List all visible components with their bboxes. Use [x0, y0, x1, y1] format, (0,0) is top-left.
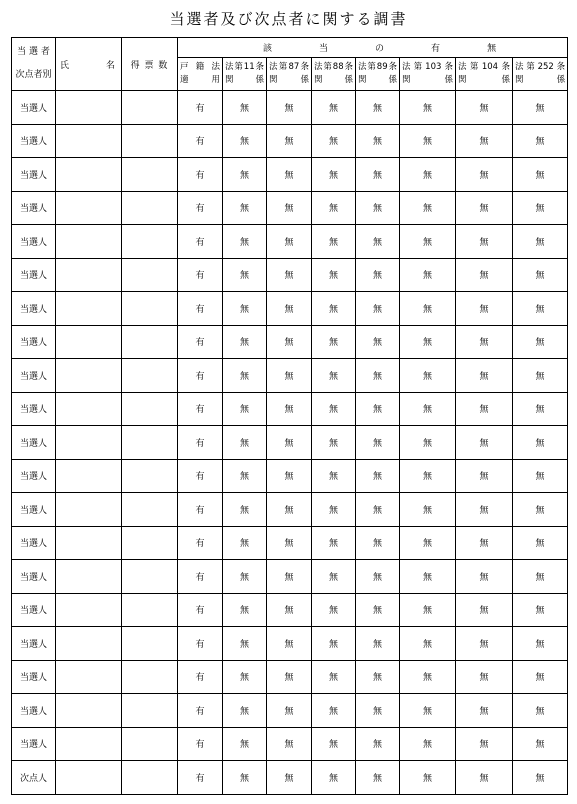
row-mark-cell: 無	[267, 91, 312, 125]
row-mark-cell: 無	[267, 292, 312, 326]
row-mark-cell: 無	[223, 359, 267, 393]
sub-column-header	[312, 58, 356, 91]
row-mark-cell: 無	[267, 158, 312, 192]
table-body	[12, 91, 568, 795]
row-mark-cell: 無	[312, 593, 356, 627]
row-mark-cell: 有	[178, 526, 223, 560]
row-mark-cell: 無	[513, 225, 568, 259]
row-mark-cell: 無	[456, 392, 513, 426]
row-votes-cell[interactable]	[122, 660, 178, 694]
table-row	[12, 459, 568, 493]
row-mark-cell: 無	[312, 660, 356, 694]
row-mark-cell: 無	[400, 325, 456, 359]
row-mark-cell: 無	[267, 124, 312, 158]
row-votes-cell[interactable]	[122, 727, 178, 761]
sub-column-header	[178, 58, 223, 91]
row-mark-cell: 無	[223, 694, 267, 728]
name-header-a: 氏	[60, 60, 70, 71]
row-type-cell: 当選人	[12, 593, 56, 627]
row-mark-cell: 無	[400, 158, 456, 192]
row-mark-cell: 無	[267, 459, 312, 493]
row-type-cell: 当選人	[12, 727, 56, 761]
row-mark-cell: 無	[400, 627, 456, 661]
row-mark-cell: 無	[456, 493, 513, 527]
row-mark-cell: 無	[513, 660, 568, 694]
row-mark-cell: 有	[178, 560, 223, 594]
row-mark-cell: 無	[400, 660, 456, 694]
row-votes-cell[interactable]	[122, 91, 178, 125]
row-mark-cell: 無	[312, 91, 356, 125]
table-row	[12, 359, 568, 393]
row-name-cell[interactable]	[56, 560, 122, 594]
row-votes-cell[interactable]	[122, 191, 178, 225]
row-type-cell: 当選人	[12, 258, 56, 292]
table-header	[12, 38, 568, 91]
row-type-cell: 当選人	[12, 660, 56, 694]
row-mark-cell: 無	[267, 660, 312, 694]
row-mark-cell: 無	[513, 191, 568, 225]
row-mark-cell: 無	[267, 258, 312, 292]
row-mark-cell: 無	[456, 660, 513, 694]
row-mark-cell: 無	[223, 526, 267, 560]
row-votes-cell[interactable]	[122, 426, 178, 460]
row-mark-cell: 無	[312, 258, 356, 292]
row-mark-cell: 無	[267, 191, 312, 225]
row-mark-cell: 無	[400, 459, 456, 493]
row-mark-cell: 無	[223, 660, 267, 694]
row-votes-cell[interactable]	[122, 392, 178, 426]
row-mark-cell: 無	[312, 761, 356, 795]
row-type-cell: 当選人	[12, 325, 56, 359]
row-mark-cell: 有	[178, 627, 223, 661]
row-mark-cell: 無	[513, 761, 568, 795]
row-name-cell[interactable]	[56, 225, 122, 259]
row-mark-cell: 無	[356, 493, 400, 527]
row-mark-cell: 無	[267, 359, 312, 393]
row-mark-cell: 無	[312, 359, 356, 393]
row-mark-cell: 無	[356, 526, 400, 560]
table-row	[12, 292, 568, 326]
row-mark-cell: 有	[178, 593, 223, 627]
row-mark-cell: 無	[400, 359, 456, 393]
sub-column-header	[513, 58, 568, 91]
applicability-char: 該	[263, 44, 274, 54]
row-mark-cell: 無	[400, 191, 456, 225]
applicability-char: 無	[487, 44, 498, 54]
row-type-cell: 当選人	[12, 560, 56, 594]
row-mark-cell: 無	[456, 225, 513, 259]
table-row	[12, 225, 568, 259]
row-mark-cell: 無	[356, 225, 400, 259]
row-mark-cell: 無	[312, 493, 356, 527]
row-mark-cell: 無	[356, 124, 400, 158]
sub-column-line2: 関 係	[458, 75, 510, 85]
table-row	[12, 258, 568, 292]
row-mark-cell: 無	[312, 459, 356, 493]
row-mark-cell: 無	[267, 761, 312, 795]
row-mark-cell: 無	[312, 325, 356, 359]
row-mark-cell: 有	[178, 258, 223, 292]
applicability-char: 当	[319, 44, 330, 54]
row-mark-cell: 無	[513, 593, 568, 627]
sub-column-line1: 戸 籍 法	[180, 62, 220, 72]
row-name-cell[interactable]	[56, 727, 122, 761]
sub-column-line1: 法第104条	[458, 62, 510, 72]
row-mark-cell: 無	[312, 225, 356, 259]
row-mark-cell: 有	[178, 459, 223, 493]
row-name-cell[interactable]	[56, 191, 122, 225]
row-mark-cell: 無	[223, 91, 267, 125]
row-mark-cell: 無	[223, 560, 267, 594]
row-mark-cell: 無	[456, 761, 513, 795]
row-type-cell: 当選人	[12, 225, 56, 259]
row-mark-cell: 無	[513, 292, 568, 326]
sub-column-line2: 関 係	[314, 75, 353, 85]
type-header-top: 当 選 者	[17, 47, 50, 57]
row-mark-cell: 無	[400, 426, 456, 460]
row-mark-cell: 無	[267, 392, 312, 426]
row-mark-cell: 有	[178, 694, 223, 728]
row-mark-cell: 無	[513, 493, 568, 527]
sub-column-line2: 関 係	[269, 75, 309, 85]
row-mark-cell: 有	[178, 493, 223, 527]
row-mark-cell: 無	[456, 459, 513, 493]
row-mark-cell: 無	[513, 694, 568, 728]
row-mark-cell: 無	[400, 292, 456, 326]
row-mark-cell: 無	[456, 91, 513, 125]
sub-column-line1: 法第87条	[269, 62, 309, 72]
row-mark-cell: 有	[178, 426, 223, 460]
row-mark-cell: 無	[356, 727, 400, 761]
row-name-cell[interactable]	[56, 526, 122, 560]
row-name-cell[interactable]	[56, 627, 122, 661]
table-row	[12, 660, 568, 694]
row-mark-cell: 無	[400, 392, 456, 426]
row-mark-cell: 無	[400, 91, 456, 125]
sub-column-header	[356, 58, 400, 91]
row-mark-cell: 有	[178, 325, 223, 359]
row-mark-cell: 無	[513, 258, 568, 292]
table-row	[12, 593, 568, 627]
row-mark-cell: 無	[513, 459, 568, 493]
row-name-cell[interactable]	[56, 292, 122, 326]
row-mark-cell: 無	[312, 627, 356, 661]
row-mark-cell: 無	[456, 325, 513, 359]
row-mark-cell: 無	[456, 727, 513, 761]
row-mark-cell: 無	[400, 593, 456, 627]
row-mark-cell: 無	[456, 526, 513, 560]
row-mark-cell: 無	[267, 225, 312, 259]
sub-column-header	[223, 58, 267, 91]
row-votes-cell[interactable]	[122, 526, 178, 560]
row-mark-cell: 無	[400, 727, 456, 761]
type-header	[12, 38, 56, 91]
row-mark-cell: 無	[513, 627, 568, 661]
row-mark-cell: 無	[456, 593, 513, 627]
votes-header: 得 票 数	[122, 38, 178, 91]
row-name-cell[interactable]	[56, 660, 122, 694]
row-type-cell: 当選人	[12, 124, 56, 158]
table-row	[12, 694, 568, 728]
row-mark-cell: 無	[223, 191, 267, 225]
row-mark-cell: 有	[178, 392, 223, 426]
row-mark-cell: 無	[312, 191, 356, 225]
row-votes-cell[interactable]	[122, 493, 178, 527]
row-mark-cell: 無	[223, 627, 267, 661]
row-mark-cell: 無	[223, 426, 267, 460]
row-name-cell[interactable]	[56, 258, 122, 292]
row-votes-cell[interactable]	[122, 459, 178, 493]
row-mark-cell: 無	[356, 158, 400, 192]
row-mark-cell: 無	[456, 560, 513, 594]
row-mark-cell: 無	[267, 526, 312, 560]
table-row	[12, 560, 568, 594]
table-row	[12, 727, 568, 761]
row-mark-cell: 無	[356, 426, 400, 460]
row-name-cell[interactable]	[56, 459, 122, 493]
row-mark-cell: 無	[223, 158, 267, 192]
table-row	[12, 761, 568, 795]
row-type-cell: 当選人	[12, 359, 56, 393]
row-mark-cell: 無	[267, 325, 312, 359]
row-mark-cell: 無	[356, 560, 400, 594]
applicability-char: の	[375, 44, 386, 54]
sub-column-line2: 関 係	[225, 75, 264, 85]
row-mark-cell: 有	[178, 359, 223, 393]
sub-column-header	[456, 58, 513, 91]
row-mark-cell: 無	[356, 359, 400, 393]
row-mark-cell: 無	[356, 292, 400, 326]
table-row	[12, 91, 568, 125]
row-mark-cell: 無	[513, 325, 568, 359]
row-mark-cell: 無	[456, 292, 513, 326]
row-mark-cell: 無	[356, 761, 400, 795]
sub-column-line1: 法第252条	[515, 62, 566, 72]
sub-column-line1: 法第11条	[225, 62, 264, 72]
row-mark-cell: 無	[400, 526, 456, 560]
row-name-cell[interactable]	[56, 761, 122, 795]
sub-column-line1: 法第103条	[402, 62, 453, 72]
name-header	[56, 38, 122, 91]
row-mark-cell: 無	[513, 124, 568, 158]
row-type-cell: 次点人	[12, 761, 56, 795]
row-mark-cell: 有	[178, 91, 223, 125]
row-mark-cell: 無	[223, 727, 267, 761]
row-mark-cell: 無	[267, 627, 312, 661]
table-row	[12, 158, 568, 192]
row-mark-cell: 無	[400, 560, 456, 594]
row-mark-cell: 無	[223, 459, 267, 493]
row-mark-cell: 無	[513, 560, 568, 594]
row-mark-cell: 有	[178, 660, 223, 694]
applicability-char: 有	[431, 44, 442, 54]
row-name-cell[interactable]	[56, 124, 122, 158]
row-mark-cell: 無	[400, 225, 456, 259]
row-mark-cell: 無	[267, 593, 312, 627]
row-mark-cell: 無	[223, 292, 267, 326]
sub-column-line2: 関 係	[358, 75, 397, 85]
row-mark-cell: 無	[513, 727, 568, 761]
row-type-cell: 当選人	[12, 526, 56, 560]
row-votes-cell[interactable]	[122, 761, 178, 795]
type-header-bottom: 次点者別	[15, 70, 52, 80]
row-mark-cell: 有	[178, 158, 223, 192]
row-mark-cell: 有	[178, 292, 223, 326]
row-type-cell: 当選人	[12, 191, 56, 225]
row-type-cell: 当選人	[12, 158, 56, 192]
row-mark-cell: 無	[312, 292, 356, 326]
row-mark-cell: 有	[178, 761, 223, 795]
row-votes-cell[interactable]	[122, 292, 178, 326]
sub-column-line2: 関 係	[402, 75, 453, 85]
table-row	[12, 392, 568, 426]
row-mark-cell: 無	[312, 392, 356, 426]
row-votes-cell[interactable]	[122, 359, 178, 393]
row-mark-cell: 無	[312, 560, 356, 594]
sub-column-line1: 法第89条	[358, 62, 397, 72]
row-mark-cell: 無	[456, 627, 513, 661]
row-mark-cell: 無	[223, 325, 267, 359]
row-mark-cell: 無	[356, 459, 400, 493]
row-type-cell: 当選人	[12, 694, 56, 728]
row-mark-cell: 無	[513, 359, 568, 393]
document-title: 当選者及び次点者に関する調書	[169, 10, 408, 28]
row-mark-cell: 無	[400, 761, 456, 795]
row-mark-cell: 無	[456, 191, 513, 225]
sub-column-line2: 適 用	[180, 75, 220, 85]
row-type-cell: 当選人	[12, 459, 56, 493]
row-mark-cell: 無	[513, 158, 568, 192]
row-mark-cell: 無	[356, 91, 400, 125]
row-mark-cell: 有	[178, 124, 223, 158]
table-row	[12, 627, 568, 661]
row-mark-cell: 無	[356, 627, 400, 661]
row-name-cell[interactable]	[56, 158, 122, 192]
row-mark-cell: 無	[356, 325, 400, 359]
row-mark-cell: 無	[356, 392, 400, 426]
table-row	[12, 191, 568, 225]
row-mark-cell: 有	[178, 727, 223, 761]
row-mark-cell: 無	[267, 727, 312, 761]
row-type-cell: 当選人	[12, 627, 56, 661]
row-name-cell[interactable]	[56, 392, 122, 426]
row-mark-cell: 無	[356, 258, 400, 292]
row-type-cell: 当選人	[12, 392, 56, 426]
row-votes-cell[interactable]	[122, 124, 178, 158]
row-name-cell[interactable]	[56, 426, 122, 460]
table-row	[12, 124, 568, 158]
row-mark-cell: 無	[223, 761, 267, 795]
row-type-cell: 当選人	[12, 426, 56, 460]
row-mark-cell: 無	[267, 426, 312, 460]
sub-column-line1: 法第88条	[314, 62, 353, 72]
row-votes-cell[interactable]	[122, 694, 178, 728]
row-mark-cell: 無	[456, 426, 513, 460]
table-row	[12, 526, 568, 560]
row-mark-cell: 無	[312, 526, 356, 560]
row-mark-cell: 無	[356, 694, 400, 728]
table-row	[12, 493, 568, 527]
row-mark-cell: 無	[356, 660, 400, 694]
applicability-header	[178, 38, 568, 58]
row-mark-cell: 無	[223, 593, 267, 627]
row-mark-cell: 無	[223, 258, 267, 292]
row-mark-cell: 無	[267, 493, 312, 527]
row-mark-cell: 無	[513, 526, 568, 560]
row-mark-cell: 無	[356, 191, 400, 225]
row-mark-cell: 無	[312, 694, 356, 728]
row-mark-cell: 無	[223, 493, 267, 527]
row-votes-cell[interactable]	[122, 593, 178, 627]
row-name-cell[interactable]	[56, 493, 122, 527]
row-mark-cell: 無	[456, 694, 513, 728]
row-mark-cell: 無	[400, 694, 456, 728]
sub-column-line2: 関 係	[515, 75, 566, 85]
row-votes-cell[interactable]	[122, 258, 178, 292]
row-mark-cell: 有	[178, 191, 223, 225]
row-votes-cell[interactable]	[122, 225, 178, 259]
table-row	[12, 426, 568, 460]
row-mark-cell: 無	[267, 560, 312, 594]
sub-column-header	[400, 58, 456, 91]
row-votes-cell[interactable]	[122, 158, 178, 192]
row-mark-cell: 無	[223, 225, 267, 259]
winners-table	[11, 37, 568, 795]
table-row	[12, 325, 568, 359]
row-name-cell[interactable]	[56, 359, 122, 393]
row-name-cell[interactable]	[56, 593, 122, 627]
row-mark-cell: 無	[312, 158, 356, 192]
row-mark-cell: 無	[456, 359, 513, 393]
row-name-cell[interactable]	[56, 325, 122, 359]
row-mark-cell: 無	[223, 124, 267, 158]
row-mark-cell: 無	[267, 694, 312, 728]
row-type-cell: 当選人	[12, 292, 56, 326]
row-mark-cell: 無	[456, 158, 513, 192]
row-name-cell[interactable]	[56, 694, 122, 728]
row-name-cell[interactable]	[56, 91, 122, 125]
row-votes-cell[interactable]	[122, 560, 178, 594]
row-votes-cell[interactable]	[122, 325, 178, 359]
row-mark-cell: 無	[456, 124, 513, 158]
row-mark-cell: 無	[400, 124, 456, 158]
row-votes-cell[interactable]	[122, 627, 178, 661]
row-mark-cell: 無	[513, 392, 568, 426]
row-mark-cell: 無	[513, 426, 568, 460]
row-mark-cell: 無	[513, 91, 568, 125]
row-mark-cell: 無	[312, 124, 356, 158]
row-mark-cell: 無	[400, 493, 456, 527]
row-mark-cell: 有	[178, 225, 223, 259]
sub-column-header	[267, 58, 312, 91]
row-type-cell: 当選人	[12, 493, 56, 527]
row-type-cell: 当選人	[12, 91, 56, 125]
row-mark-cell: 無	[312, 426, 356, 460]
row-mark-cell: 無	[456, 258, 513, 292]
row-mark-cell: 無	[400, 258, 456, 292]
row-mark-cell: 無	[223, 392, 267, 426]
name-header-b: 名	[105, 60, 115, 71]
row-mark-cell: 無	[356, 593, 400, 627]
row-mark-cell: 無	[312, 727, 356, 761]
